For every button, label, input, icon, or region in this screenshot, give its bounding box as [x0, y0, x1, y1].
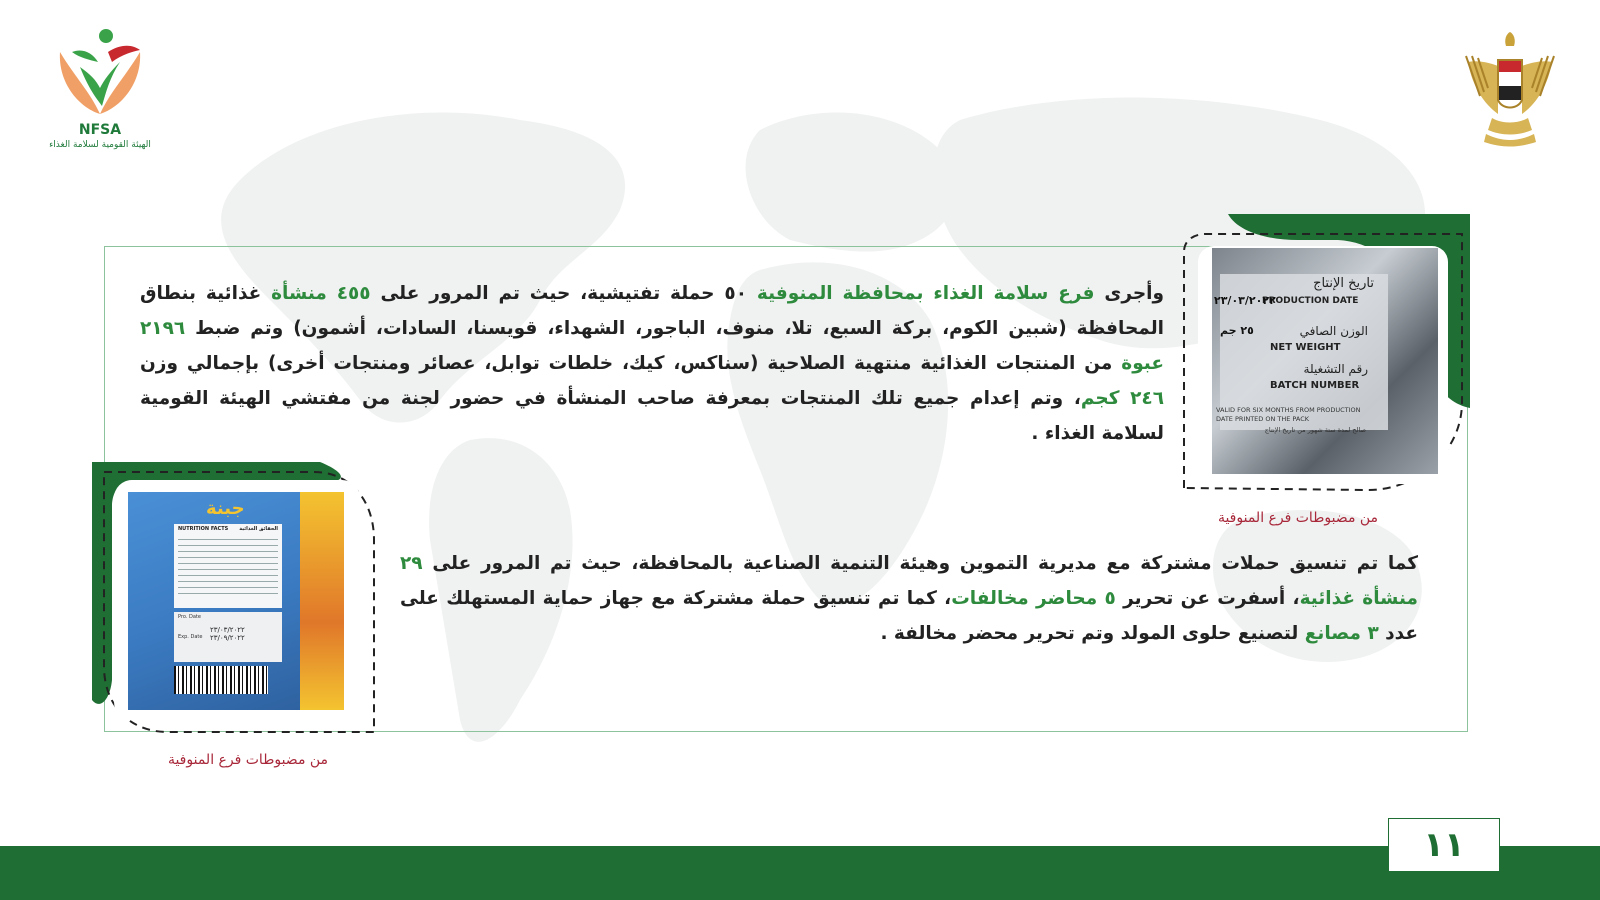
paragraph-joint-campaigns [400, 546, 1418, 651]
p1-g3: ٢١٩٦ عبوة [140, 318, 1164, 374]
p1-s5: ، وتم إعدام جميع تلك المنتجات بمعرفة صاحب المنشأة في حضور لجنة من مفتشي الهيئة القومية لسلامة الغذاء . [140, 388, 1164, 444]
photo1-label-batch-ar: رقم التشغيلة [1303, 362, 1368, 376]
photo1-label-batch-en: BATCH NUMBER [1270, 380, 1360, 391]
egypt-eagle-emblem-icon [1462, 26, 1558, 150]
p2-s1: كما تم تنسيق حملات مشتركة مع مديرية التموين وهيئة التنمية الصناعية بالمحافظة، حيث تم المرور على [422, 553, 1418, 574]
photo1-valid-ar: صالح لمدة ستة شهور من تاريخ الإنتاج [1264, 426, 1366, 434]
photo2-nutrition-title-ar: الحقائق الغذائية [239, 526, 278, 532]
nfsa-full-name: الهيئة القومية لسلامة الغذاء [49, 140, 151, 150]
nfsa-logo [40, 22, 160, 162]
photo1-expired-product-image [1212, 248, 1438, 474]
p1-s3: غذائية بنطاق المحافظة (شبين الكوم، بركة السبع، تلا، منوف، الباجور، الشهداء، قويسنا، السادات، أشمون) وتم ضبط [140, 283, 1164, 339]
photo2-barcode [174, 666, 268, 694]
photo2-expired-product-image [128, 492, 344, 710]
paragraph-monufia-campaigns [140, 276, 1164, 451]
p2-g2: ٥ محاضر مخالفات [951, 588, 1116, 609]
photo1-weight-value: ٢٥ جم [1220, 324, 1254, 337]
photo1-caption: من مضبوطات فرع المنوفية [1217, 510, 1379, 526]
p1-g1: فرع سلامة الغذاء بمحافظة المنوفية [756, 283, 1095, 304]
photo1-valid-text: VALID FOR SIX MONTHS FROM PRODUCTION DATE PRINTED ON THE PACK [1216, 406, 1361, 423]
p2-s3: ، كما تم تنسيق حملة مشتركة مع جهاز حماية المستهلك على عدد [400, 588, 1418, 644]
photo2-date-panel [174, 612, 282, 662]
p2-g3: ٣ مصانع [1304, 623, 1379, 644]
photo1-label-weight-ar: الوزن الصافي [1299, 324, 1368, 338]
photo2-brand: جبنة [206, 498, 245, 519]
p2-s4: لتصنيع حلوى المولد وتم تحرير محضر مخالفة . [880, 623, 1305, 644]
page-number: ١١ [1388, 818, 1500, 872]
photo1-label-production-en: PRODUCTION DATE [1262, 296, 1359, 306]
p1-g4: ٢٤٦ كجم [1080, 388, 1165, 409]
footer-band [0, 846, 1600, 900]
p2-g1: ٢٩ منشأة غذائية [400, 553, 1418, 609]
p1-s1: وأجرى [1094, 283, 1165, 304]
photo2-product-edge [300, 492, 344, 710]
p1-g2: ٤٥٥ منشأة [271, 283, 371, 304]
photo2-nutrition-panel [174, 524, 282, 608]
photo2-dates: ٢٣/٠٣/٢٠٢٢ ٢٣/٠٩/٢٠٢٢ [210, 626, 245, 642]
photo2-exp-label: Exp. Date [178, 634, 203, 640]
photo1-production-value: ٢٣/٠٣/٢٠٢٢ [1214, 294, 1276, 307]
nfsa-abbreviation: NFSA [78, 122, 122, 138]
photo2-nutrition-title: NUTRITION FACTS [178, 526, 229, 532]
photo1-label-weight-en: NET WEIGHT [1270, 342, 1341, 353]
photo1-label-production-ar: تاريخ الإنتاج [1313, 276, 1374, 291]
nfsa-hands-icon [50, 22, 150, 122]
photo2-caption: من مضبوطات فرع المنوفية [167, 752, 329, 768]
p2-s2: ، أسفرت عن تحرير [1115, 588, 1300, 609]
p1-s2: ٥٠ حملة تفتيشية، حيث تم المرور على [370, 283, 757, 304]
photo2-prod-label: Pro. Date [178, 614, 201, 620]
p1-s4: من المنتجات الغذائية منتهية الصلاحية (سناكس، كيك، خلطات توابل، عصائر ومنتجات أخرى) بإجمالي وزن [140, 353, 1122, 374]
